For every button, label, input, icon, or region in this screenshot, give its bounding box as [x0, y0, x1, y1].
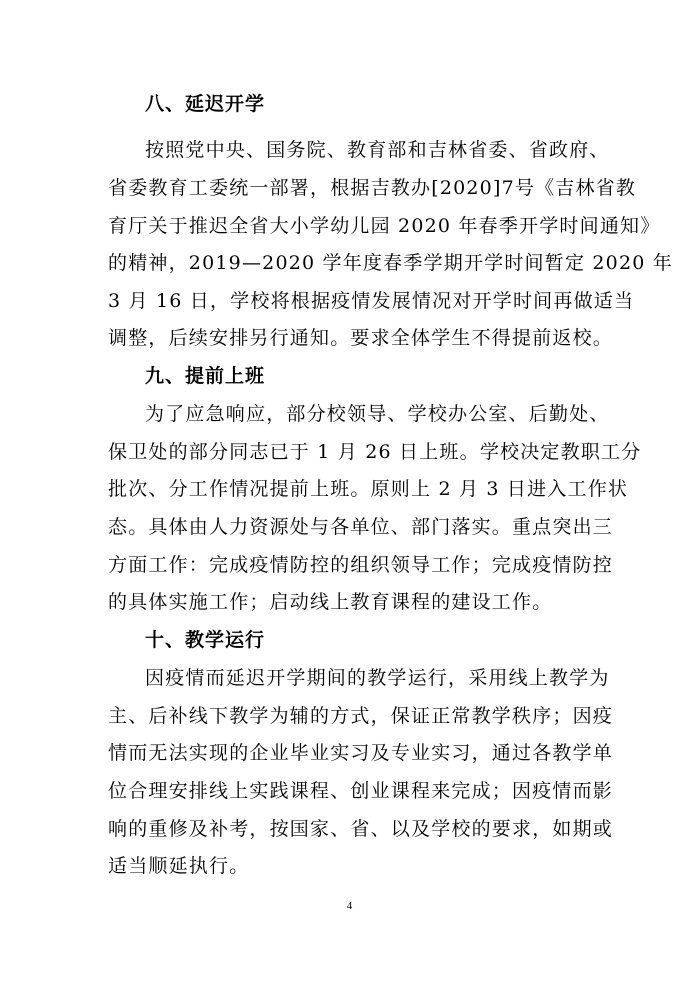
paragraph-line: 情而无法实现的企业毕业实习及专业实习，通过各教学单 — [108, 742, 614, 764]
paragraph-line: 的精神，2019—2020 学年度春季学期开学时间暂定 2020 年 — [108, 252, 673, 274]
section-heading-9: 九、提前上班 — [145, 365, 266, 387]
paragraph-line: 适当顺延执行。 — [108, 855, 250, 877]
section-heading-10: 十、教学运行 — [145, 629, 266, 651]
paragraph-line: 的具体实施工作；启动线上教育课程的建设工作。 — [108, 591, 553, 613]
paragraph-line: 位合理安排线上实践课程、创业课程来完成；因疫情而影 — [108, 780, 614, 802]
paragraph-line: 保卫处的部分同志已于 1 月 26 日上班。学校决定教职工分 — [108, 441, 642, 463]
paragraph-line: 为了应急响应，部分校领导、学校办公室、后勤处、 — [145, 403, 610, 425]
paragraph-line: 调整，后续安排另行通知。要求全体学生不得提前返校。 — [108, 327, 614, 349]
paragraph-line: 主、后补线下教学为辅的方式，保证正常教学秩序；因疫 — [108, 705, 614, 727]
paragraph-line: 批次、分工作情况提前上班。原则上 2 月 3 日进入工作状 — [108, 478, 629, 500]
page-number: 4 — [346, 900, 353, 912]
paragraph-line: 省委教育工委统一部署，根据吉教办[2020]7号《吉林省教 — [108, 177, 637, 199]
paragraph-line: 3 月 16 日，学校将根据疫情发展情况对开学时间再做适当 — [108, 290, 635, 312]
paragraph-line: 方面工作：完成疫情防控的组织领导工作；完成疫情防控 — [108, 554, 614, 576]
paragraph-line: 育厅关于推迟全省大小学幼儿园 2020 年春季开学时间通知》 — [108, 215, 661, 237]
paragraph-line: 按照党中央、国务院、教育部和吉林省委、省政府、 — [145, 139, 610, 161]
paragraph-line: 响的重修及补考，按国家、省、以及学校的要求，如期或 — [108, 818, 614, 840]
paragraph-line: 因疫情而延迟开学期间的教学运行，采用线上教学为 — [145, 667, 610, 689]
paragraph-line: 态。具体由人力资源处与各单位、部门落实。重点突出三 — [108, 516, 614, 538]
section-heading-8: 八、延迟开学 — [145, 93, 266, 115]
